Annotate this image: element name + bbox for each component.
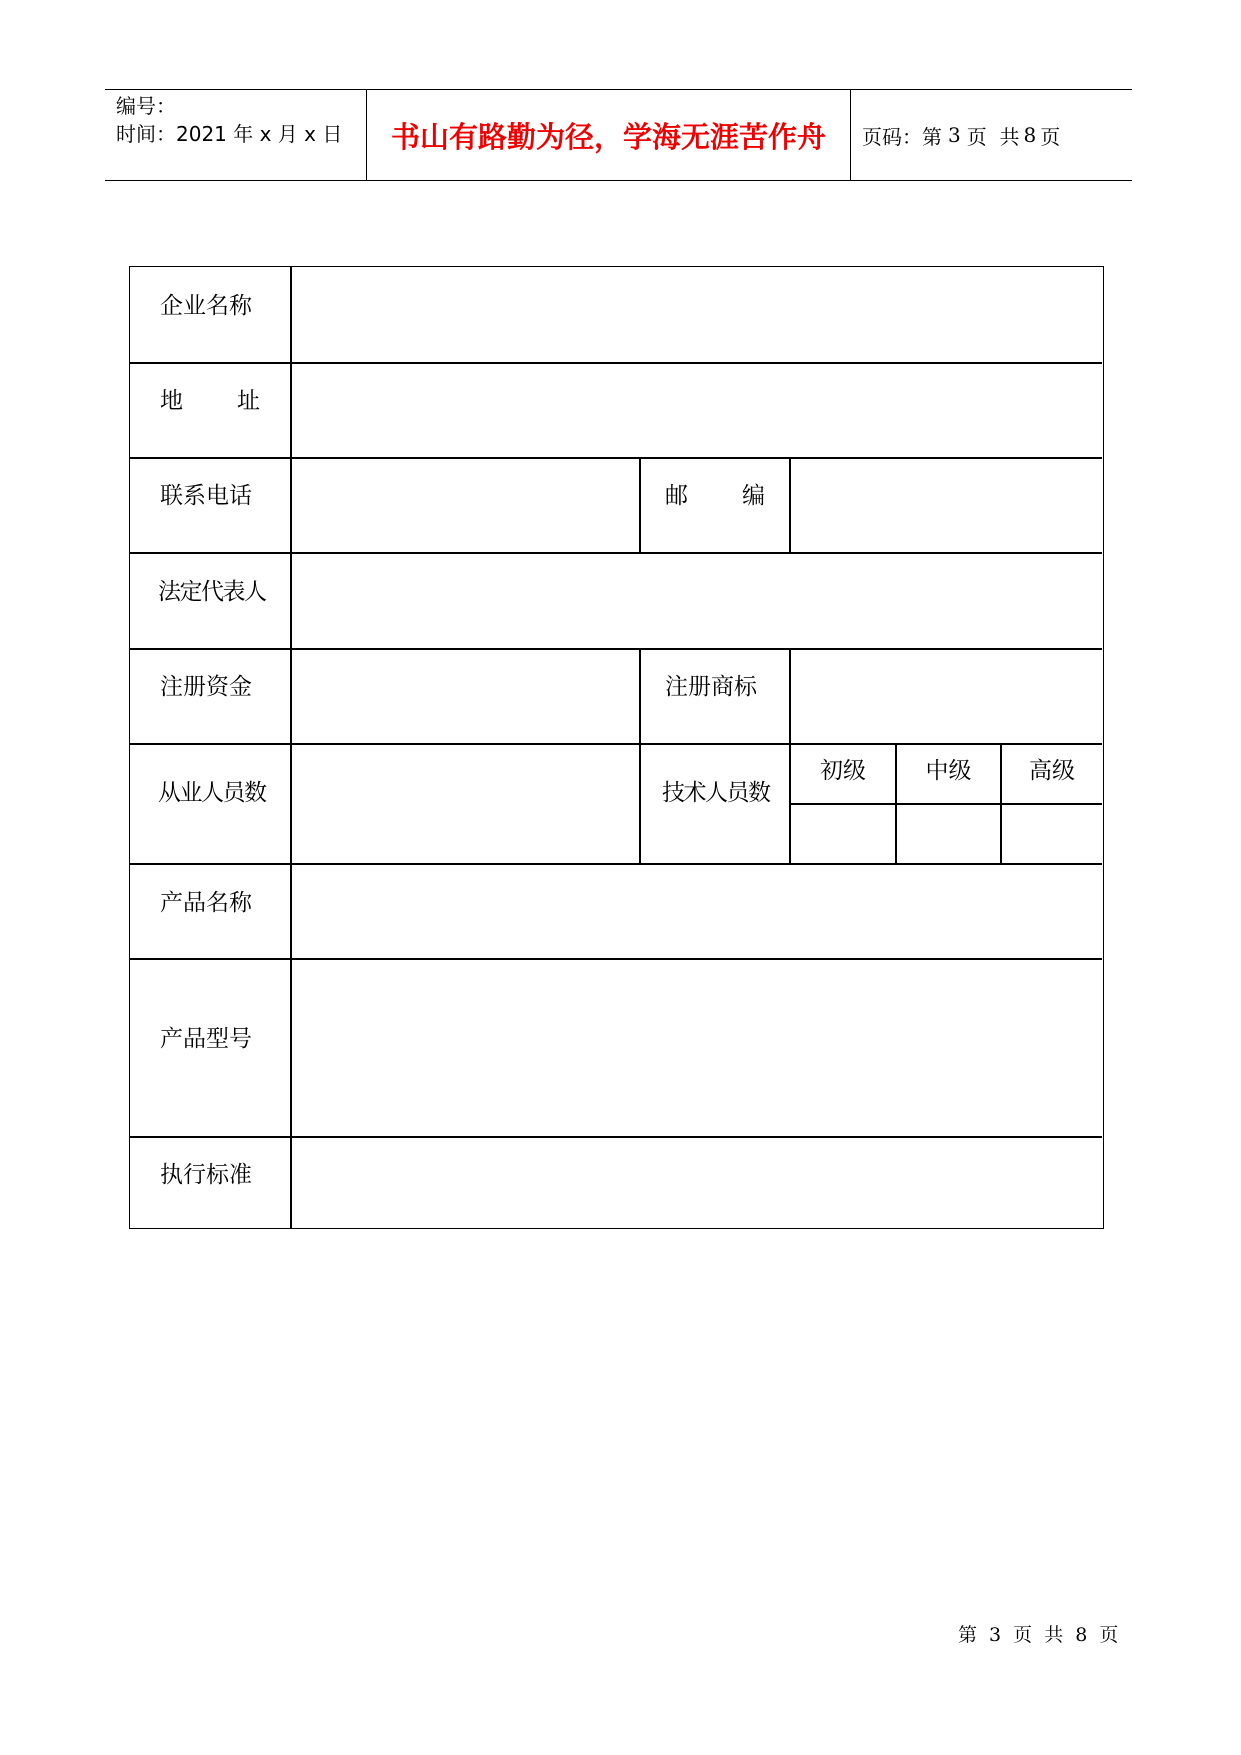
level-middle-header: 中级 bbox=[925, 757, 972, 784]
level-junior-header: 初级 bbox=[820, 757, 866, 784]
product-model-field[interactable] bbox=[292, 959, 1102, 1136]
enterprise-info-form bbox=[129, 266, 1104, 1229]
product-name-label: 产品名称 bbox=[160, 890, 252, 916]
registered-capital-field[interactable] bbox=[292, 649, 639, 743]
postcode-label-part: 编 bbox=[742, 483, 765, 509]
page-footer: 第 3 页 共 8 页 bbox=[958, 1624, 1122, 1646]
company-name-field[interactable] bbox=[292, 267, 1102, 362]
page-current: 3 bbox=[948, 123, 961, 147]
executive-standard-field[interactable] bbox=[292, 1137, 1102, 1228]
header-meta bbox=[116, 90, 366, 180]
page-suffix: 页 bbox=[1040, 124, 1061, 149]
technical-staff-label: 技术人员数 bbox=[662, 780, 770, 806]
address-label-part: 址 bbox=[237, 388, 260, 414]
trademark-label: 注册商标 bbox=[665, 674, 757, 700]
legal-representative-field[interactable] bbox=[292, 553, 1102, 648]
page-total: 8 bbox=[1023, 123, 1037, 147]
level-middle-field[interactable] bbox=[897, 805, 1000, 863]
address-label-part: 地 bbox=[160, 388, 183, 414]
page-middle: 页 共 bbox=[966, 124, 1020, 149]
product-model-label: 产品型号 bbox=[160, 1026, 252, 1052]
page-header bbox=[105, 89, 1132, 181]
phone-field[interactable] bbox=[292, 458, 639, 552]
address-label bbox=[160, 387, 260, 415]
column-divider bbox=[639, 648, 641, 864]
product-name-field[interactable] bbox=[292, 864, 1102, 958]
column-divider bbox=[639, 457, 641, 553]
phone-label: 联系电话 bbox=[160, 483, 252, 509]
employee-count-label: 从业人员数 bbox=[158, 780, 266, 806]
header-motto: 书山有路勤为径，学海无涯苦作舟 bbox=[390, 119, 826, 154]
level-senior-header: 高级 bbox=[1029, 757, 1075, 784]
postcode-label-part: 邮 bbox=[665, 483, 688, 509]
executive-standard-label: 执行标准 bbox=[160, 1162, 252, 1188]
date-label: 时间：2021 年 x 月 x 日 bbox=[116, 122, 343, 146]
postcode-label bbox=[665, 482, 765, 510]
company-name-label: 企业名称 bbox=[160, 293, 252, 319]
postcode-field[interactable] bbox=[791, 458, 1102, 552]
registered-capital-label: 注册资金 bbox=[160, 674, 252, 700]
page-prefix: 页码：第 bbox=[862, 124, 942, 149]
serial-number-label: 编号： bbox=[116, 94, 176, 118]
header-page-indicator bbox=[862, 90, 1060, 180]
level-senior-field[interactable] bbox=[1002, 805, 1102, 863]
legal-representative-label: 法定代表人 bbox=[158, 579, 266, 605]
trademark-field[interactable] bbox=[791, 649, 1102, 743]
level-junior-field[interactable] bbox=[791, 805, 895, 863]
header-divider bbox=[850, 90, 851, 180]
address-field[interactable] bbox=[292, 363, 1102, 457]
employee-count-field[interactable] bbox=[292, 744, 639, 863]
